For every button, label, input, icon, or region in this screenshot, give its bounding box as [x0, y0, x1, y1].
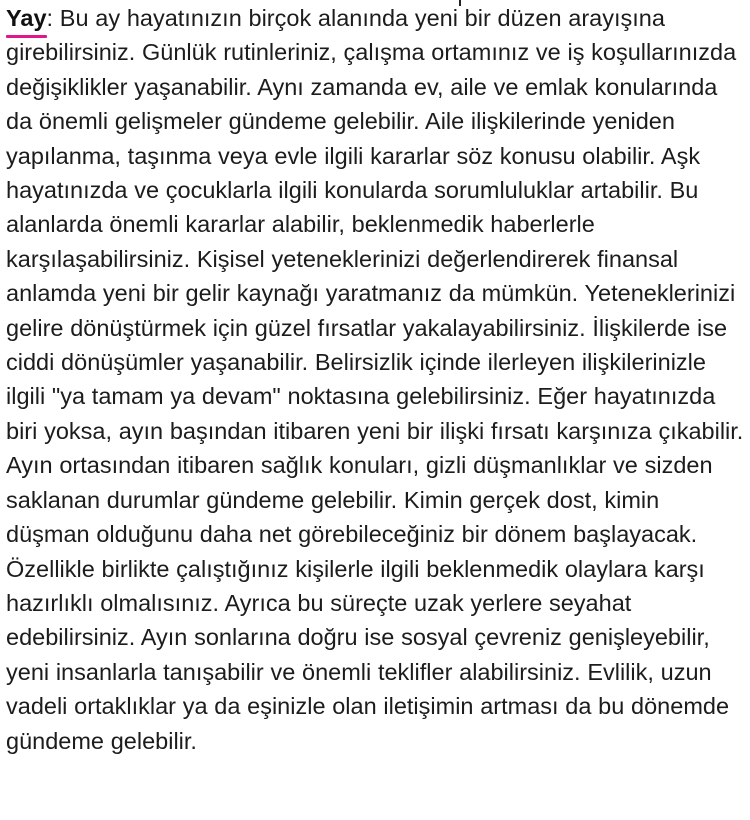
sign-label: Yay [6, 5, 47, 31]
sign-heading [6, 1, 47, 35]
sign-underline [6, 35, 47, 38]
horoscope-body: Bu ay hayatınızın birçok alanında yeni bir düzen arayışına girebilirsiniz. Günlük rutinleriniz, çalışma ortamınız ve iş koşullarınızda değişiklikler yaşanabilir. Aynı zamanda ev, aile ve emlak konularında da önemli gelişmeler gündeme gelebilir. Aile ilişkilerinde yeniden yapılanma, taşınma veya evle ilgili kararlar söz konusu olabilir. Aşk hayatınızda ve çocuklarla ilgili konularda sorumluluklar artabilir. Bu alanlarda önemli kararlar alabilir, beklenmedik haberlerle karşılaşabilirsiniz. Kişisel yeteneklerinizi değerlendirerek finansal anlamda yeni bir gelir kaynağı yaratmanız da mümkün. Yeteneklerinizi gelire dönüştürmek için güzel fırsatlar yakalayabilirsiniz. İlişkilerde ise ciddi dönüşümler yaşanabilir. Belirsizlik içinde ilerleyen ilişkilerinizle ilgili "ya tamam ya devam" noktasına gelebilirsiniz. Eğer hayatınızda biri yoksa, ayın başından itibaren yeni bir ilişki fırsatı karşınıza çıkabilir. Ayın ortasından itibaren sağlık konuları, gizli düşmanlıklar ve sizden saklanan durumlar gündeme gelebilir. Kimin gerçek dost, kimin düşman olduğunu daha net görebileceğiniz bir dönem başlayacak. Özellikle birlikte çalıştığınız kişilerle ilgili beklenmedik olaylara karşı hazırlıklı olmalısınız. Ayrıca bu süreçte uzak yerlere seyahat edebilirsiniz. Ayın sonlarına doğru ise sosyal çevreniz genişleyebilir, yeni insanlarla tanışabilir ve önemli teklifler alabilirsiniz. Evlilik, uzun vadeli ortaklıklar ya da eşinizle olan iletişimin artması da bu dönemde gündeme gelebilir. [6, 5, 744, 754]
horoscope-paragraph [6, 0, 746, 758]
sign-separator: : [46, 5, 54, 31]
